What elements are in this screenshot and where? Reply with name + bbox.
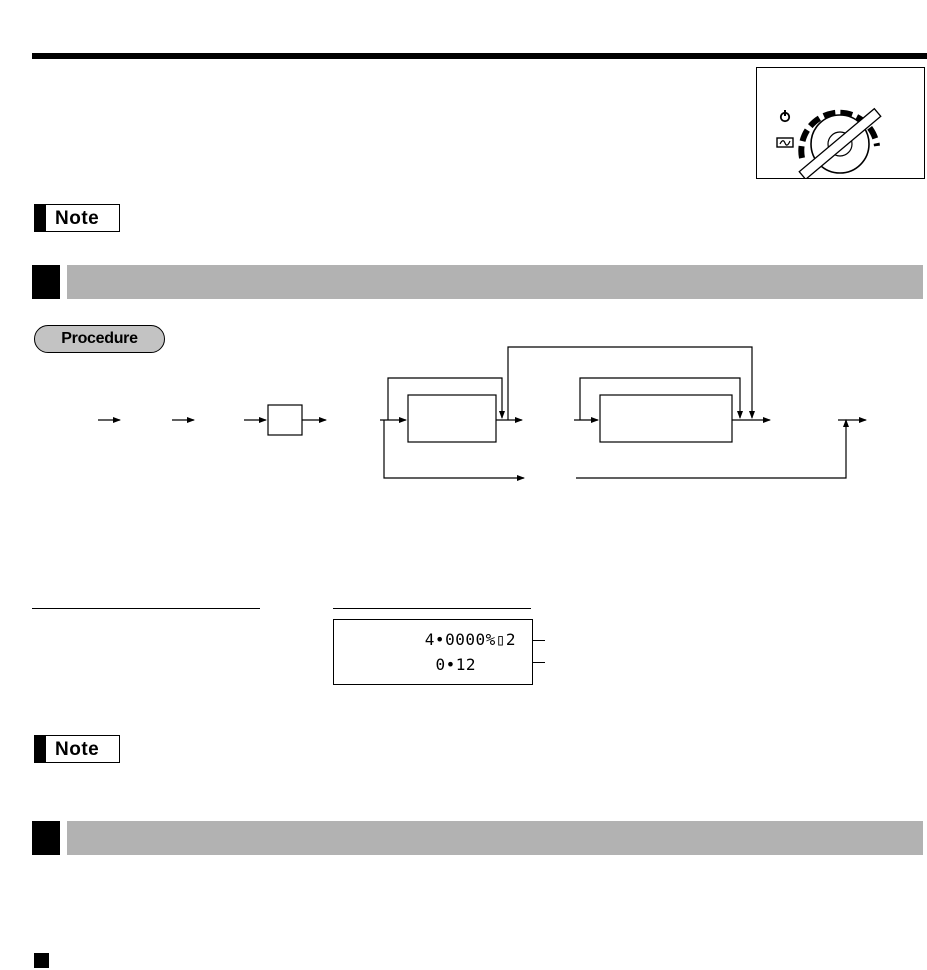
section-title-band [67, 265, 923, 299]
display-line-2: 0•12 [435, 655, 476, 674]
note-badge-label: Note [55, 739, 100, 760]
mode-key-panel [756, 67, 925, 179]
display-line-1: 4•0000%▯2 [424, 630, 516, 649]
section-title-band [67, 821, 923, 855]
procedure-flow-diagram [0, 340, 927, 490]
note-badge-marker [35, 205, 46, 231]
mode-key-switch-icon [757, 68, 924, 178]
display-leader-2 [533, 662, 545, 663]
flow-key-box [268, 405, 302, 435]
key-operation-rule [32, 608, 260, 609]
note-badge-2 [34, 735, 120, 763]
power-icon [781, 110, 789, 121]
top-rule [32, 53, 927, 59]
display-column-rule [333, 608, 531, 609]
flow-entry-box-1 [408, 395, 496, 442]
section-header-bar-1 [32, 265, 923, 299]
note-badge-marker [35, 736, 46, 762]
section-header-bar-2 [32, 821, 923, 855]
card-icon [777, 138, 793, 147]
display-leader-1 [533, 640, 545, 641]
section-marker [32, 821, 60, 855]
section-marker [32, 265, 60, 299]
note-badge-label: Note [55, 208, 100, 229]
note-badge-1 [34, 204, 120, 232]
procedure-label: Procedure [34, 325, 165, 353]
subsection-bullet [34, 953, 49, 968]
flow-entry-box-2 [600, 395, 732, 442]
display-panel [333, 619, 533, 685]
